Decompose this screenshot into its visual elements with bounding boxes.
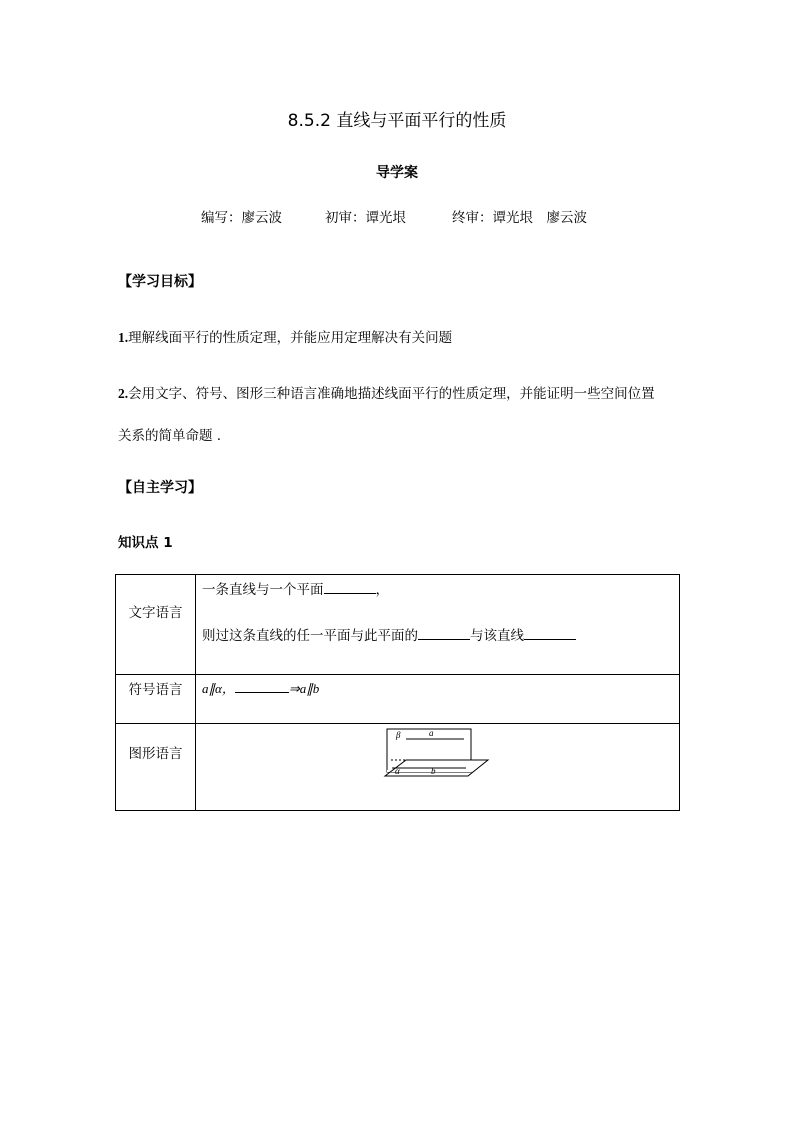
row-content-figure-language	[196, 724, 680, 811]
page-title: 8.5.2 直线与平面平行的性质	[287, 111, 507, 131]
plane-mask	[387, 760, 488, 772]
blank-1[interactable]	[324, 579, 376, 594]
row-label-text-language: 文字语言	[116, 575, 196, 675]
objective-1	[118, 326, 452, 346]
self-study-heading: 【自主学习】	[118, 480, 202, 496]
author-label: 编写：廖云波	[201, 210, 282, 226]
row-content-symbol-language	[196, 675, 680, 724]
row-label-symbol-language: 符号语言	[116, 675, 196, 724]
row-content-text-language	[196, 575, 680, 675]
review2-label: 终审：谭光垠 廖云波	[452, 210, 587, 226]
review1-label: 初审：谭光垠	[325, 210, 406, 226]
label-b: b	[431, 766, 436, 776]
symbol-line: a∥α， ⇒a∥b	[196, 678, 679, 697]
planes-figure	[196, 724, 679, 810]
knowledge-table	[115, 574, 680, 811]
knowledge-point-label: 知识点 1	[118, 535, 173, 551]
text-line-1: 一条直线与一个平面 ，	[196, 578, 679, 598]
table-row-text	[116, 575, 680, 675]
objective-2-number: 2.	[118, 386, 129, 401]
label-beta: β	[396, 730, 401, 740]
label-alpha: α	[395, 766, 400, 776]
objective-1-text: 理解线面平行的性质定理，并能应用定理解决有关问题	[128, 330, 453, 346]
text-line-2: 则过这条直线的任一平面与此平面的 与该直线	[196, 624, 679, 644]
row-label-figure-language: 图形语言	[116, 724, 196, 811]
objective-2-text-a: 会用文字、符号、图形三种语言准确地描述线面平行的性质定理，并能证明一些空间位置	[128, 386, 655, 402]
table-row-figure	[116, 724, 680, 811]
blank-3[interactable]	[524, 625, 576, 640]
objective-2-continued: 关系的简单命题 .	[118, 428, 222, 444]
blank-2[interactable]	[418, 625, 470, 640]
label-a: a	[429, 728, 434, 738]
objective-1-number: 1.	[118, 330, 129, 345]
table-row-symbol	[116, 675, 680, 724]
blank-4[interactable]	[235, 678, 289, 693]
objective-2	[118, 382, 655, 402]
page-subtitle: 导学案	[376, 165, 418, 181]
objectives-heading: 【学习目标】	[118, 274, 202, 290]
